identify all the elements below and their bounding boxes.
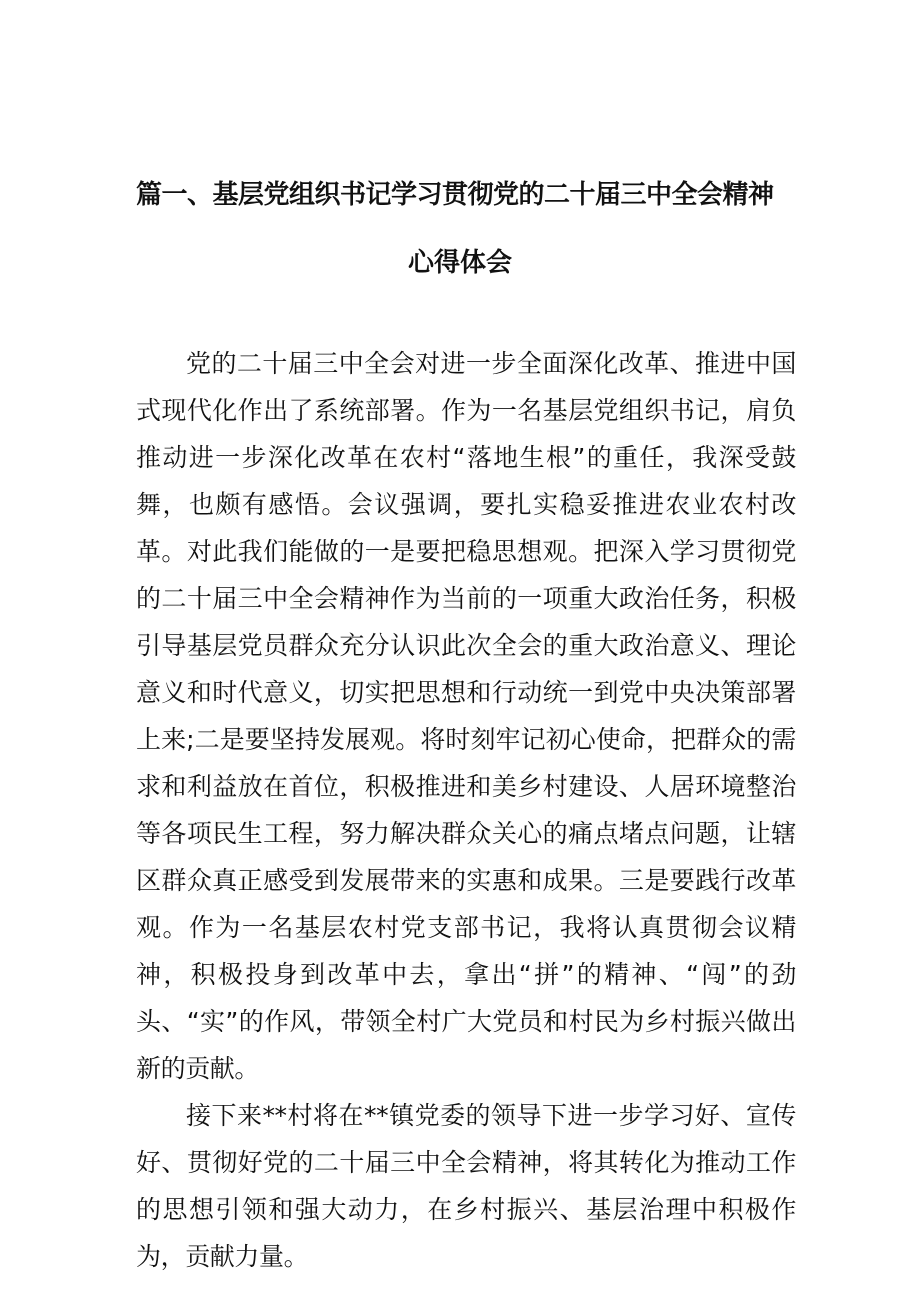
- document-title: 篇一、基层党组织书记学习贯彻党的二十届三中全会精神: [136, 180, 774, 210]
- document-body: [136, 340, 796, 1280]
- body-paragraph-1: 党的二十届三中全会对进一步全面深化改革、推进中国式现代化作出了系统部署。作为一名基层党组织书记，肩负推动进一步深化改革在农村“落地生根”的重任，我深受鼓舞，也颇有感悟。会议强调，要扎实稳妥推进农业农村改革。对此我们能做的一是要把稳思想观。把深入学习贯彻党的二十届三中全会精神作为当前的一项重大政治任务，积极引导基层党员群众充分认识此次全会的重大政治意义、理论意义和时代意义，切实把思想和行动统一到党中央决策部署上来;二是要坚持发展观。将时刻牢记初心使命，把群众的需求和利益放在首位，积极推进和美乡村建设、人居环境整治等各项民生工程，努力解决群众关心的痛点堵点问题，让辖区群众真正感受到发展带来的实惠和成果。三是要践行改革观。作为一名基层农村党支部书记，我将认真贯彻会议精神，积极投身到改革中去，拿出“拼”的精神、“闯”的劲头、“实”的作风，带领全村广大党员和村民为乡村振兴做出新的贡献。: [136, 349, 796, 1083]
- document-subtitle: 心得体会: [407, 248, 512, 278]
- body-paragraph-2: 接下来**村将在**镇党委的领导下进一步学习好、宣传好、贯彻好党的二十届三中全会精神，将其转化为推动工作的思想引领和强大动力，在乡村振兴、基层治理中积极作为，贡献力量。: [136, 1101, 796, 1271]
